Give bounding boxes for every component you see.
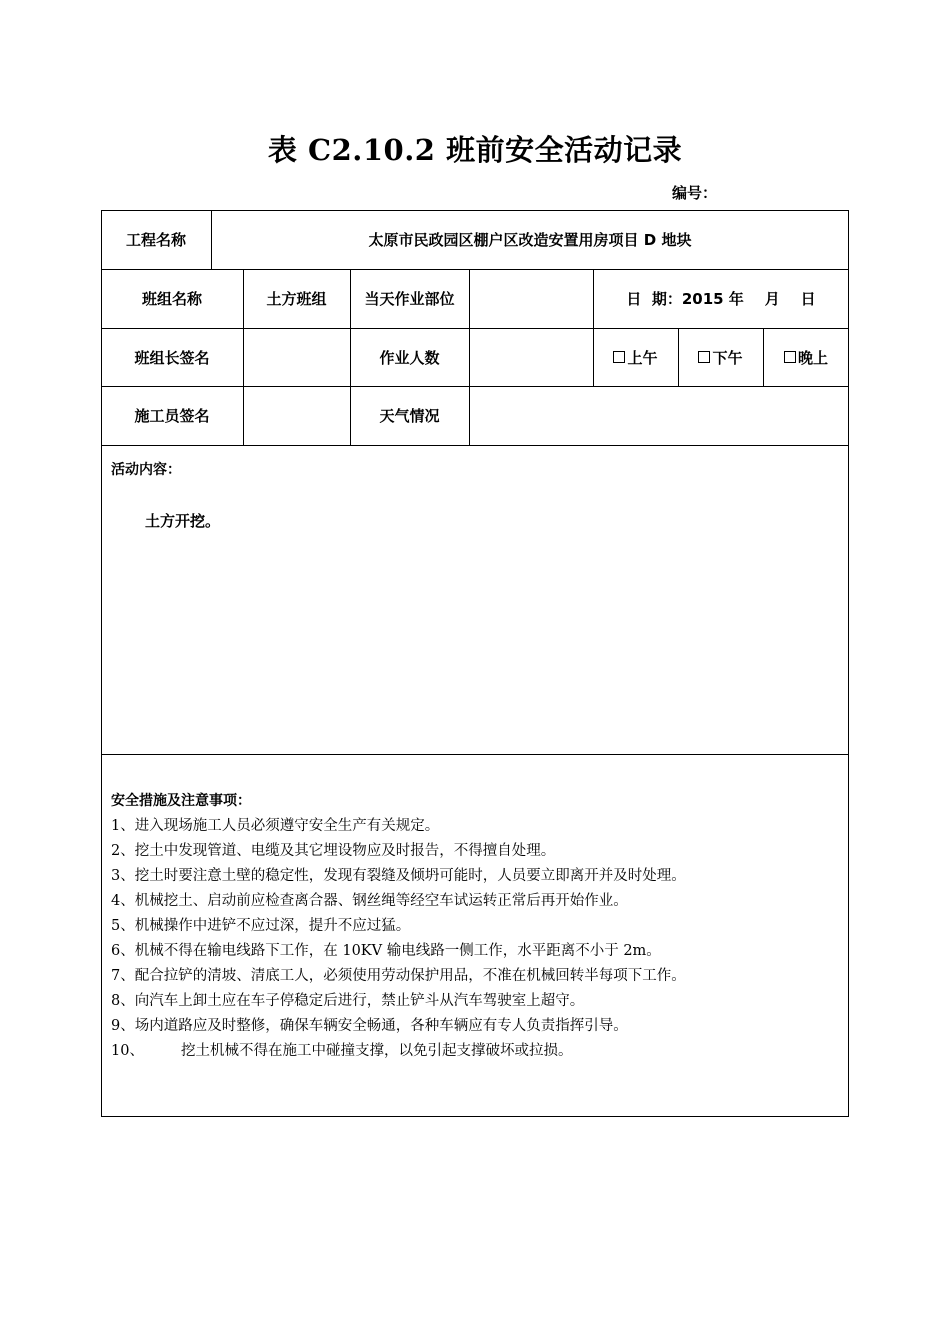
constructor-signature-label: 施工员签名 [134, 407, 210, 425]
work-area-value[interactable] [469, 269, 593, 328]
period-afternoon-label: 下午 [712, 348, 743, 367]
item-text: 场内道路应及时整修，确保车辆安全畅通，各种车辆应有专人负责指挥引导。 [134, 1018, 628, 1034]
list-item [111, 839, 841, 864]
item-number: 2、 [111, 843, 135, 859]
checkbox-icon[interactable] [784, 351, 796, 363]
team-leader-signature-value[interactable] [243, 328, 350, 386]
item-number: 8、 [111, 993, 135, 1009]
serial-number-label: 编号： [672, 184, 718, 202]
item-text: 向汽车上卸土应在车子停稳定后进行，禁止铲斗从汽车驾驶室上超守。 [134, 993, 585, 1009]
period-afternoon-option[interactable] [678, 328, 763, 386]
list-item [111, 914, 841, 939]
list-item [111, 964, 841, 989]
item-text: 进入现场施工人员必须遵守安全生产有关规定。 [134, 818, 440, 834]
list-item [111, 889, 841, 914]
item-text: 配合拉铲的清坡、清底工人，必须使用劳动保护用品，不准在机械回转半每项下工作。 [134, 968, 686, 984]
period-morning-label: 上午 [627, 348, 658, 367]
checkbox-icon[interactable] [613, 351, 625, 363]
worker-count-value[interactable] [469, 328, 593, 386]
work-area-label: 当天作业部位 [364, 290, 455, 308]
team-name-value[interactable]: 土方班组 [266, 290, 327, 308]
weather-label: 天气情况 [379, 407, 440, 425]
list-item [111, 814, 841, 839]
project-name-value[interactable]: 太原市民政园区棚户区改造安置用房项目 D 地块 [368, 231, 692, 249]
item-text: 机械挖土、启动前应检查离合器、钢丝绳等经空车试运转正常后再开始作业。 [134, 893, 628, 909]
item-number: 3、 [111, 868, 135, 884]
constructor-signature-value[interactable] [243, 386, 350, 445]
activity-content-label: 活动内容： [111, 462, 181, 478]
list-item [111, 864, 841, 889]
team-leader-signature-label: 班组长签名 [134, 348, 210, 367]
project-name-label: 工程名称 [125, 231, 186, 249]
item-text: 挖土机械不得在施工中碰撞支撑，以免引起支撑破坏或拉损。 [181, 1043, 573, 1059]
item-number: 9、 [111, 1018, 135, 1034]
safety-measures-label: 安全措施及注意事项： [111, 793, 251, 809]
period-evening-label: 晚上 [797, 348, 828, 367]
row-divider [101, 754, 849, 755]
period-evening-option[interactable] [763, 328, 849, 386]
item-text: 挖土中发现管道、电缆及其它埋设物应及时报告，不得擅自处理。 [134, 843, 556, 859]
list-item [111, 1014, 841, 1039]
period-morning-option[interactable] [593, 328, 678, 386]
team-name-label: 班组名称 [141, 290, 202, 308]
item-text: 机械操作中进铲不应过深，提升不应过猛。 [134, 918, 411, 934]
item-text: 机械不得在输电线路下工作，在 10KV 输电线路一侧工作，水平距离不小于 2m。 [134, 943, 661, 959]
list-item [111, 1039, 841, 1064]
item-number: 7、 [111, 968, 135, 984]
date-field[interactable]: 日 期：2015 年 月 日 [626, 290, 816, 308]
weather-value[interactable] [469, 386, 849, 445]
list-item [111, 939, 841, 964]
item-number: 1、 [111, 818, 135, 834]
item-number: 10、 [111, 1043, 144, 1059]
item-text: 挖土时要注意土壁的稳定性，发现有裂缝及倾坍可能时，人员要立即离开并及时处理。 [134, 868, 686, 884]
item-number: 4、 [111, 893, 135, 909]
list-item [111, 989, 841, 1014]
form-title: 表 C2.10.2 班前安全活动记录 [267, 133, 683, 167]
item-number: 6、 [111, 943, 135, 959]
checkbox-icon[interactable] [698, 351, 710, 363]
item-number: 5、 [111, 918, 135, 934]
activity-content-text[interactable]: 土方开挖。 [145, 512, 221, 530]
safety-measures-list [111, 814, 841, 1064]
row-divider [101, 445, 849, 446]
worker-count-label: 作业人数 [379, 348, 440, 367]
